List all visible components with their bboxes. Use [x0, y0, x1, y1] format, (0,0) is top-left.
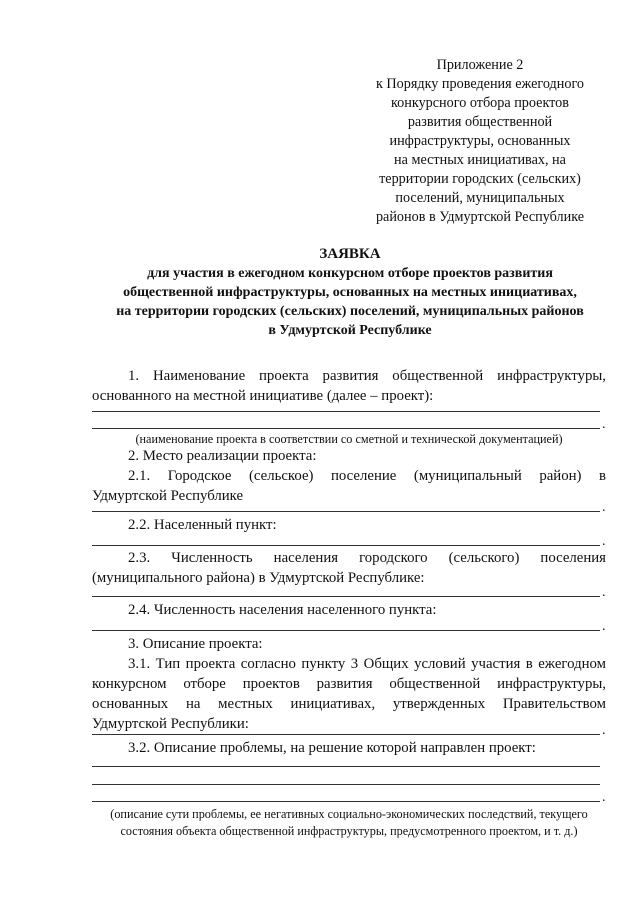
- settlement-population-field-line[interactable]: [92, 596, 600, 597]
- problem-note-line: (описание сути проблемы, ее негативных социально-экономических последствий, текущего: [110, 807, 588, 821]
- section-3-2: [92, 738, 606, 758]
- page-title: ЗАЯВКА: [319, 246, 381, 262]
- section-1: [92, 366, 606, 406]
- project-name-note: (наименование проекта в соответствии со сметной и технической документацией): [135, 432, 563, 446]
- appendix-header: [355, 56, 605, 227]
- line-end-dot: .: [602, 619, 606, 634]
- section-3: [92, 634, 606, 734]
- line-end-dot: .: [602, 723, 606, 738]
- section-2-heading: 2. Место реализации проекта:: [128, 448, 317, 464]
- section-2-1-line: 2.1. Городское (сельское) поселение (муниципальный район) в: [128, 468, 606, 484]
- section-1-line: 1. Наименование проекта развития общественной инфраструктуры,: [128, 368, 606, 384]
- line-end-dot: .: [602, 585, 606, 600]
- problem-field-line-2[interactable]: [92, 784, 600, 785]
- appendix-line: районов в Удмуртской Республике: [375, 209, 585, 225]
- section-2-3-line: 2.3. Численность населения городского (сельского) поселения: [128, 550, 606, 566]
- section-3-1-line: 3.1. Тип проекта согласно пункту 3 Общих условий участия в ежегодном: [128, 656, 606, 672]
- section-3-1-line: Удмуртской Республики:: [92, 716, 249, 732]
- appendix-line: территории городских (сельских): [379, 171, 581, 187]
- project-name-line-2[interactable]: [92, 428, 600, 429]
- title-block: [85, 245, 615, 340]
- section-3-heading: 3. Описание проекта:: [128, 636, 263, 652]
- project-name-line-1[interactable]: [92, 411, 600, 412]
- section-2-1-line: Удмуртской Республике: [92, 488, 244, 504]
- locality-field-line[interactable]: [92, 545, 600, 546]
- section-3-1-line: конкурсном отборе проектов развития общественной инфраструктуры,: [92, 676, 606, 692]
- settlement-field-line[interactable]: [92, 511, 600, 512]
- line-end-dot: .: [602, 534, 606, 549]
- appendix-line: инфраструктуры, основанных: [389, 133, 571, 149]
- appendix-line: к Порядку проведения ежегодного: [375, 76, 585, 92]
- locality-population-field-line[interactable]: [92, 630, 600, 631]
- subtitle-line: общественной инфраструктуры, основанных на местных инициативах,: [123, 285, 577, 300]
- subtitle-line: на территории городских (сельских) поселений, муниципальных районов: [116, 304, 584, 319]
- line-end-dot: .: [602, 417, 606, 432]
- problem-note: [92, 806, 606, 840]
- appendix-line: поселений, муниципальных: [395, 190, 565, 206]
- section-2-4-line: 2.4. Численность населения населенного пункта:: [128, 602, 437, 618]
- section-2-3-line: (муниципального района) в Удмуртской Республике:: [92, 570, 425, 586]
- subtitle-line: в Удмуртской Республике: [268, 323, 432, 338]
- problem-note-line: состояния объекта общественной инфраструктуры, предусмотренного проектом, и т. д.): [120, 824, 578, 838]
- line-end-dot: .: [602, 500, 606, 515]
- problem-field-line-1[interactable]: [92, 766, 600, 767]
- appendix-line: на местных инициативах, на: [394, 152, 566, 168]
- section-1-line: основанного на местной инициативе (далее – проект):: [92, 388, 434, 404]
- section-2: [92, 446, 606, 506]
- line-end-dot: .: [602, 790, 606, 805]
- project-type-field-line[interactable]: [92, 734, 600, 735]
- section-3-2-line: 3.2. Описание проблемы, на решение которой направлен проект:: [128, 740, 536, 756]
- section-2-2: [92, 515, 606, 535]
- appendix-line: развития общественной: [407, 114, 553, 130]
- section-2-3: [92, 548, 606, 588]
- appendix-line: конкурсного отбора проектов: [391, 95, 569, 111]
- problem-field-line-3[interactable]: [92, 801, 600, 802]
- subtitle-line: для участия в ежегодном конкурсном отборе проектов развития: [147, 266, 553, 281]
- section-3-1-line: основанных на местных инициативах, утвержденных Правительством: [92, 696, 606, 712]
- section-2-4: [92, 600, 606, 620]
- section-2-2-line: 2.2. Населенный пункт:: [128, 517, 277, 533]
- appendix-line: Приложение 2: [436, 57, 524, 73]
